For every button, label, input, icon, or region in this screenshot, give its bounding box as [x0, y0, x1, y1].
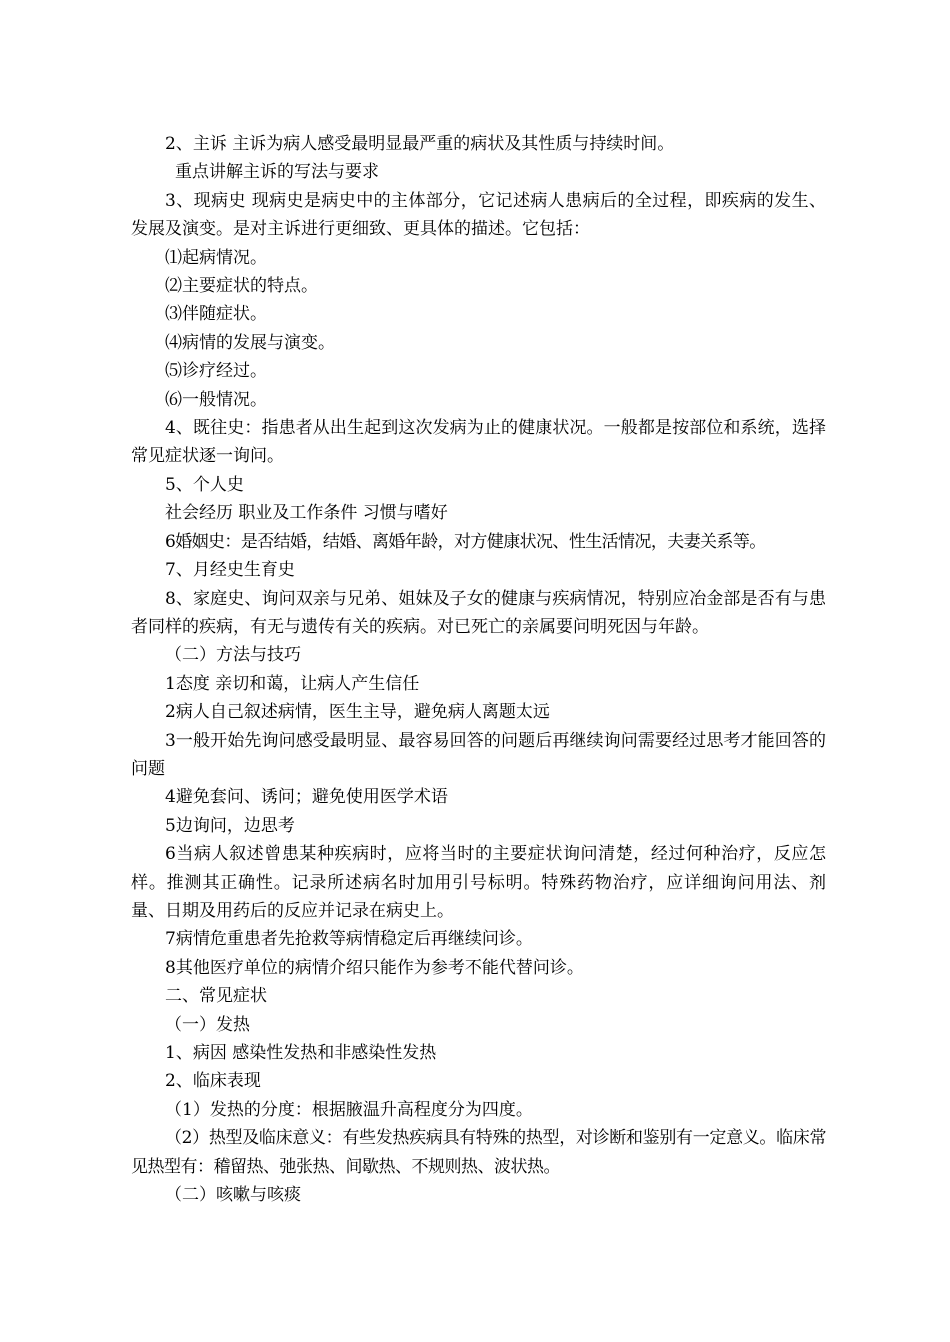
paragraph-past-history: 4、既往史：指患者从出生起到这次发病为止的健康状况。一般都是按部位和系统，选择常见症状逐一询问。: [131, 418, 826, 467]
paragraph-marital-history: 6婚姻史：是否结婚，结婚、离婚年龄，对方健康状况、性生活情况，夫妻关系等。: [165, 531, 766, 552]
fever-item: （1）发热的分度：根据腋温升高程度分为四度。: [165, 1099, 533, 1120]
fever-item: （2）热型及临床意义：有些发热疾病具有特殊的热型，对诊断和鉴别有一定意义。临床常见热型有：稽留热、弛张热、间歇热、不规则热、波状热。: [131, 1128, 826, 1177]
list-item: ⑶伴随症状。: [165, 304, 267, 325]
paragraph-personal-history: 5、个人史: [165, 474, 244, 495]
document-body: [131, 130, 826, 1209]
fever-item: 2、临床表现: [165, 1071, 261, 1092]
list-item: ⑸诊疗经过。: [165, 361, 267, 382]
paragraph-chief-complaint: 2、主诉 主诉为病人感受最明显最严重的病状及其性质与持续时间。: [165, 134, 675, 154]
paragraph-family-history: 8、家庭史、询问双亲与兄弟、姐妹及子女的健康与疾病情况，特别应冶金部是否有与患者同样的疾病，有无与遗传有关的疾病。对已死亡的亲属要问明死因与年龄。: [131, 588, 826, 637]
method-item: 4避免套问、诱问；避免使用医学术语: [165, 787, 448, 808]
method-item: 1态度 亲切和蔼，让病人产生信任: [165, 673, 420, 694]
list-item: ⑴起病情况。: [165, 247, 267, 268]
list-item: ⑷病情的发展与演变。: [165, 332, 335, 353]
method-item: 8其他医疗单位的病情介绍只能作为参考不能代替问诊。: [165, 957, 584, 978]
paragraph-chief-complaint-note: 重点讲解主诉的写法与要求: [175, 162, 379, 183]
subsection-heading-cough: （二）咳嗽与咳痰: [165, 1185, 301, 1206]
method-item: 5边询问，边思考: [165, 815, 295, 836]
fever-item: 1、病因 感染性发热和非感染性发热: [165, 1043, 437, 1063]
section-heading-methods: （二）方法与技巧: [165, 645, 301, 666]
subsection-heading-fever: （一）发热: [165, 1014, 250, 1035]
method-item: 3一般开始先询问感受最明显、最容易回答的问题后再继续询问需要经过思考才能回答的问题: [131, 730, 826, 779]
list-item: ⑹一般情况。: [165, 389, 267, 410]
method-item: 2病人自己叙述病情，医生主导，避免病人离题太远: [165, 702, 550, 723]
method-item: 7病情危重患者先抢救等病情稳定后再继续问诊。: [165, 929, 533, 950]
paragraph-present-illness: 3、现病史 现病史是病史中的主体部分，它记述病人患病后的全过程，即疾病的发生、发展及演变。是对主诉进行更细致、更具体的描述。它包括：: [131, 190, 826, 240]
paragraph-personal-history-items: 社会经历 职业及工作条件 习惯与嗜好: [165, 503, 448, 524]
paragraph-menstrual-history: 7、月经史生育史: [165, 560, 295, 581]
list-item: ⑵主要症状的特点。: [165, 276, 318, 297]
method-item: 6当病人叙述曾患某种疾病时，应将当时的主要症状询问清楚，经过何种治疗，反应怎样。推测其正确性。记录所述病名时加用引号标明。特殊药物治疗，应详细询问用法、剂量、日期及用药后的反应并记录在病史上。: [131, 844, 826, 921]
section-heading-common-symptoms: 二、常见症状: [165, 986, 267, 1007]
